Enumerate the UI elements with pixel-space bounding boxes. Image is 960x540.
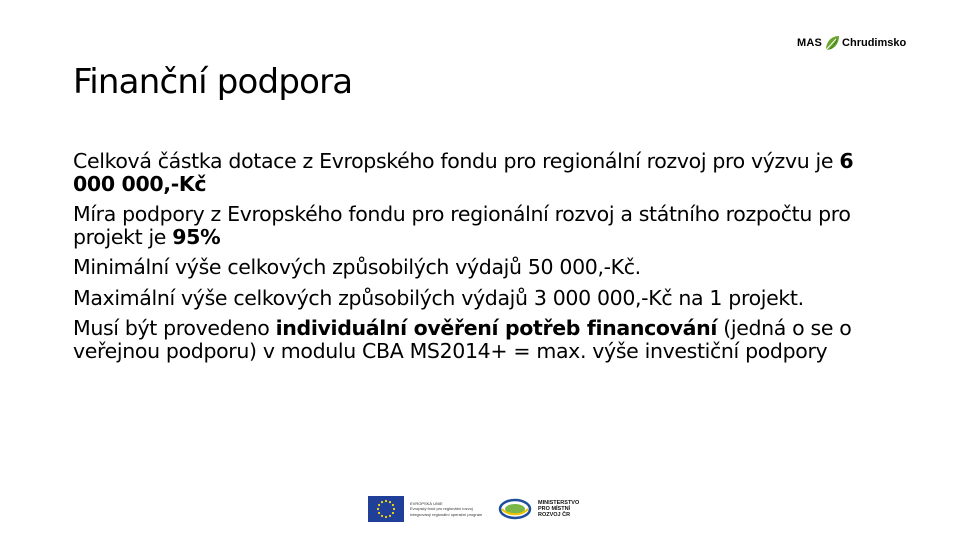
content-body [73, 150, 893, 370]
logo-name-text: Chrudimsko [842, 37, 907, 49]
eu-star [381, 515, 383, 517]
ministry-text-line: ROZVOJ ČR [538, 512, 571, 519]
content-paragraph [73, 203, 893, 248]
logo-mas-text: MAS [797, 37, 823, 49]
paragraph-text: Musí být provedeno [73, 316, 276, 340]
emphasis-text: 6 000 000,-Kč [73, 149, 854, 196]
mas-chrudimsko-logo [797, 33, 917, 53]
eu-star [378, 504, 380, 506]
paragraph-text: (jedná o se o veřejnou podporu) v modulu CBA MS2014+ = max. výše investiční podpory [73, 316, 852, 363]
content-paragraph [73, 317, 893, 362]
ministry-text [538, 500, 598, 519]
eu-star [378, 512, 380, 514]
eu-star [389, 501, 391, 503]
eu-star [377, 508, 379, 510]
paragraph-text: Maximální výše celkových způsobilých výdajů 3 000 000,-Kč na 1 projekt. [73, 285, 804, 310]
eu-text-line: Evropský fond pro regionální rozvoj [410, 506, 473, 512]
content-paragraph [73, 256, 893, 279]
content-paragraph [73, 150, 893, 195]
emphasis-text: 95% [172, 224, 221, 249]
page-title: Finanční podpora [73, 62, 353, 102]
ministry-text-line: PRO MÍSTNÍ [538, 505, 571, 512]
footer-logos [368, 494, 598, 524]
eu-text-line: Integrovaný regionální operační program [410, 511, 483, 517]
paragraph-text: Míra podpory z Evropského fondu pro regionální rozvoj a státního rozpočtu pro projekt je [73, 202, 851, 249]
eu-star [389, 515, 391, 517]
ministry-logo-icon [498, 496, 532, 522]
eu-star [385, 516, 387, 518]
ministry-text-line: MINISTERSTVO [538, 499, 580, 506]
eu-star [393, 508, 395, 510]
leaf-icon [824, 34, 840, 52]
eu-text-line: EVROPSKÁ UNIE [410, 501, 443, 507]
eu-star [385, 500, 387, 502]
eu-program-text [410, 501, 492, 517]
content-paragraph [73, 287, 893, 310]
eu-star [381, 501, 383, 503]
paragraph-text: Minimální výše celkových způsobilých výdajů 50 000,-Kč. [73, 255, 641, 279]
paragraph-text: Celková částka dotace z Evropského fondu pro regionální rozvoj pro výzvu je [73, 149, 840, 173]
eu-star [392, 504, 394, 506]
emphasis-text: individuální ověření potřeb financování [275, 316, 718, 340]
eu-flag-icon [368, 496, 404, 522]
eu-star [392, 512, 394, 514]
